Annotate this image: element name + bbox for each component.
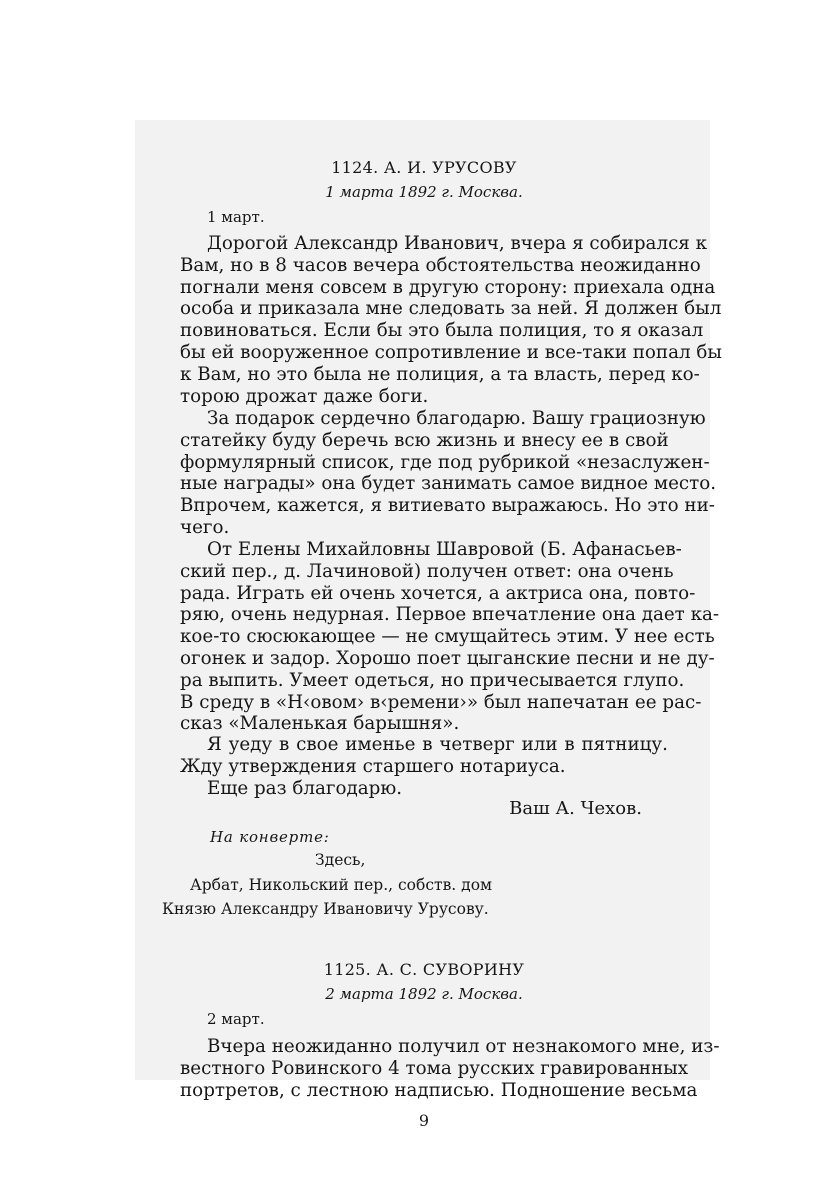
text-line: ряю, очень недурная. Первое впечатление она дает ка- [180,604,720,626]
text-line: торою дрожат даже боги. [180,385,429,407]
text-line: ский пер., д. Лачиновой) получен ответ: она очень [180,560,674,582]
text-line: погнали меня совсем в другую сторону: приехала одна [180,276,716,298]
envelope-line: Арбат, Никольский пер., собств. дом [190,876,493,894]
text-line: кое-то сюсюкающее — не смущайтесь этим. У нее есть [180,626,715,648]
letter-heading: 1124. А. И. УРУСОВУ [331,158,517,177]
text-line: бы ей вооруженное сопротивление и все-таки попал бы [180,341,722,363]
paragraph [180,1036,720,1101]
text-line: портретов, с лестною надписью. Подношение весьма [180,1079,698,1101]
envelope-line: Здесь, [315,851,366,869]
letter-date-label: 1 март. [207,208,265,226]
text-line: сказ «Маленькая барышня». [180,713,460,735]
text-line: Я уеду в свое именье в четверг или в пятницу. [207,734,668,755]
text-line: вестного Ровинского 4 тома русских гравированных [180,1057,689,1079]
text-line: Еще раз благодарю. [207,778,403,799]
text-line: статейку буду беречь всю жизнь и внесу ее в свой [180,429,669,451]
paragraph [180,539,720,735]
text-line: Вам, но в 8 часов вечера обстоятельства неожиданно [180,254,701,276]
text-line: к Вам, но это была не полиция, а та власть, перед ко- [180,363,700,385]
letter-heading: 1125. А. С. СУВОРИНУ [323,960,525,979]
paragraph [180,778,668,800]
text-line: Впрочем, кажется, я витиевато выражаюсь. Но это ни- [180,495,715,517]
letter-dateline: 1 марта 1892 г. Москва. [325,183,523,201]
text-line: формулярный список, где под рубрикой «незаслужен- [180,451,710,473]
text-line: ные награды» она будет занимать самое видное место. [180,473,717,495]
signature: Ваш А. Чехов. [509,798,642,819]
text-line: ра выпить. Умеет одеться, но причесывается глупо. [180,669,685,691]
text-line: огонек и задор. Хорошо поет цыганские песни и не ду- [180,647,715,669]
letter-dateline: 2 марта 1892 г. Москва. [325,985,523,1003]
envelope-label: На конверте: [210,828,330,846]
text-line: чего. [180,516,230,538]
text-line: повиноваться. Если бы это была полиция, то я оказал [180,320,704,342]
text-line: Жду утверждения старшего нотариуса. [180,755,566,777]
page-number: 9 [418,1111,430,1130]
text-line: Дорогой Александр Иванович, вчера я собирался к [207,233,708,254]
paragraph [180,734,668,778]
envelope-line: Князю Александру Ивановичу Урусову. [162,900,489,918]
text-line: особа и приказала мне следовать за ней. Я должен был [180,298,722,320]
text-line: В среду в «Н‹овом› в‹ремени›» был напечатан ее рас- [180,691,702,713]
text-line: За подарок сердечно благодарю. Вашу грациозную [207,408,706,429]
letter-date-label: 2 март. [207,1010,265,1028]
text-line: Вчера неожиданно получил от незнакомого мне, из- [207,1036,720,1057]
paragraph [180,233,722,407]
text-line: От Елены Михайловны Шавровой (Б. Афанасьев- [207,539,682,560]
paragraph [180,408,717,539]
text-line: рада. Играть ей очень хочется, а актриса она, повто- [180,582,696,604]
